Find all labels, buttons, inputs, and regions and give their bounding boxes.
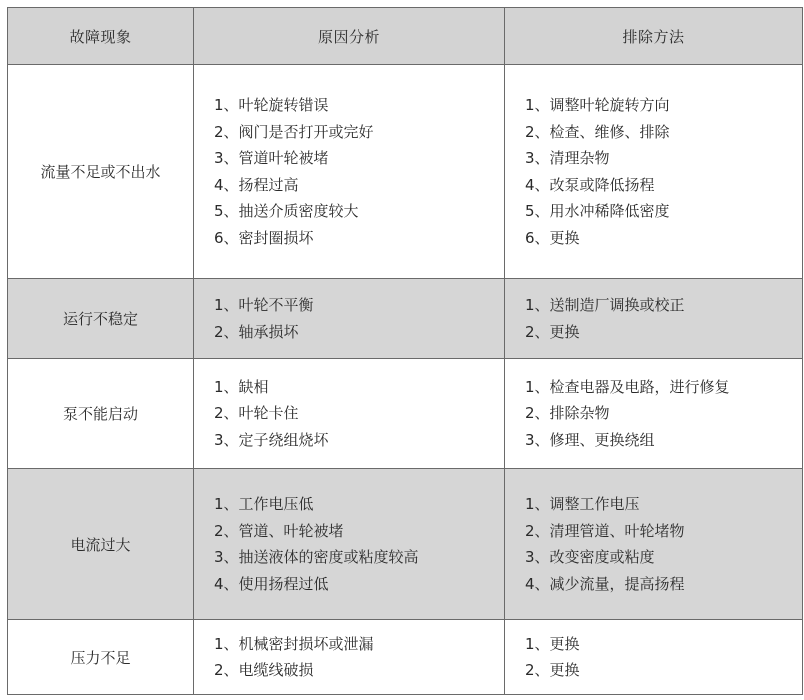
remedy-item: 1、更换 bbox=[525, 634, 580, 653]
symptom-cell: 运行不稳定 bbox=[8, 279, 194, 359]
cause-item: 3、定子绕组烧坏 bbox=[214, 430, 329, 449]
remedy-item: 3、修理、更换绕组 bbox=[525, 430, 655, 449]
cause-item: 1、缺相 bbox=[214, 377, 269, 396]
symptom-cell: 泵不能启动 bbox=[8, 359, 194, 469]
remedy-item: 4、改泵或降低扬程 bbox=[525, 175, 655, 194]
remedy-item: 1、调整叶轮旋转方向 bbox=[525, 96, 670, 114]
cause-item: 1、叶轮旋转错误 bbox=[214, 96, 329, 114]
cause-item: 2、阀门是否打开或完好 bbox=[214, 122, 374, 141]
cause-item: 6、密封圈损坏 bbox=[214, 228, 314, 247]
header-remedy: 排除方法 bbox=[505, 8, 803, 65]
remedy-item: 3、清理杂物 bbox=[525, 149, 610, 167]
remedy-item: 2、更换 bbox=[525, 661, 580, 679]
cause-cell bbox=[194, 279, 505, 359]
cause-item: 3、抽送液体的密度或粘度较高 bbox=[214, 548, 419, 566]
remedy-cell bbox=[505, 65, 803, 279]
cause-cell bbox=[194, 359, 505, 469]
cause-cell bbox=[194, 65, 505, 279]
remedy-item: 4、减少流量，提高扬程 bbox=[525, 574, 685, 593]
cause-item: 2、叶轮卡住 bbox=[214, 404, 299, 423]
cause-item: 4、使用扬程过低 bbox=[214, 574, 329, 593]
cause-item: 4、扬程过高 bbox=[214, 175, 299, 194]
symptom-cell: 电流过大 bbox=[8, 469, 194, 620]
remedy-item: 3、改变密度或粘度 bbox=[525, 548, 655, 566]
troubleshooting-table bbox=[7, 7, 803, 695]
remedy-item: 1、检查电器及电路，进行修复 bbox=[525, 377, 730, 396]
remedy-item: 6、更换 bbox=[525, 228, 580, 247]
header-symptom: 故障现象 bbox=[8, 8, 194, 65]
cause-item: 1、机械密封损坏或泄漏 bbox=[214, 634, 374, 653]
header-cause: 原因分析 bbox=[194, 8, 505, 65]
remedy-item: 2、更换 bbox=[525, 322, 580, 341]
table-row bbox=[8, 279, 803, 359]
remedy-cell bbox=[505, 279, 803, 359]
remedy-item: 1、送制造厂调换或校正 bbox=[525, 296, 685, 314]
symptom-cell: 压力不足 bbox=[8, 620, 194, 695]
cause-cell bbox=[194, 469, 505, 620]
cause-item: 1、工作电压低 bbox=[214, 495, 314, 513]
remedy-cell bbox=[505, 620, 803, 695]
remedy-cell bbox=[505, 359, 803, 469]
remedy-cell bbox=[505, 469, 803, 620]
table-row bbox=[8, 620, 803, 695]
remedy-item: 1、调整工作电压 bbox=[525, 495, 640, 513]
table-row bbox=[8, 65, 803, 279]
table-row bbox=[8, 469, 803, 620]
cause-item: 1、叶轮不平衡 bbox=[214, 296, 314, 314]
symptom-cell: 流量不足或不出水 bbox=[8, 65, 194, 279]
cause-item: 2、轴承损坏 bbox=[214, 322, 299, 341]
cause-item: 3、管道叶轮被堵 bbox=[214, 149, 329, 167]
remedy-item: 5、用水冲稀降低密度 bbox=[525, 202, 670, 220]
table-header-row bbox=[8, 8, 803, 65]
cause-item: 2、管道、叶轮被堵 bbox=[214, 521, 344, 540]
remedy-item: 2、排除杂物 bbox=[525, 404, 610, 423]
cause-item: 2、电缆线破损 bbox=[214, 661, 314, 679]
troubleshooting-table-container bbox=[7, 7, 802, 693]
remedy-item: 2、清理管道、叶轮堵物 bbox=[525, 521, 685, 540]
remedy-item: 2、检查、维修、排除 bbox=[525, 122, 670, 141]
cause-cell bbox=[194, 620, 505, 695]
cause-item: 5、抽送介质密度较大 bbox=[214, 202, 359, 220]
table-row bbox=[8, 359, 803, 469]
